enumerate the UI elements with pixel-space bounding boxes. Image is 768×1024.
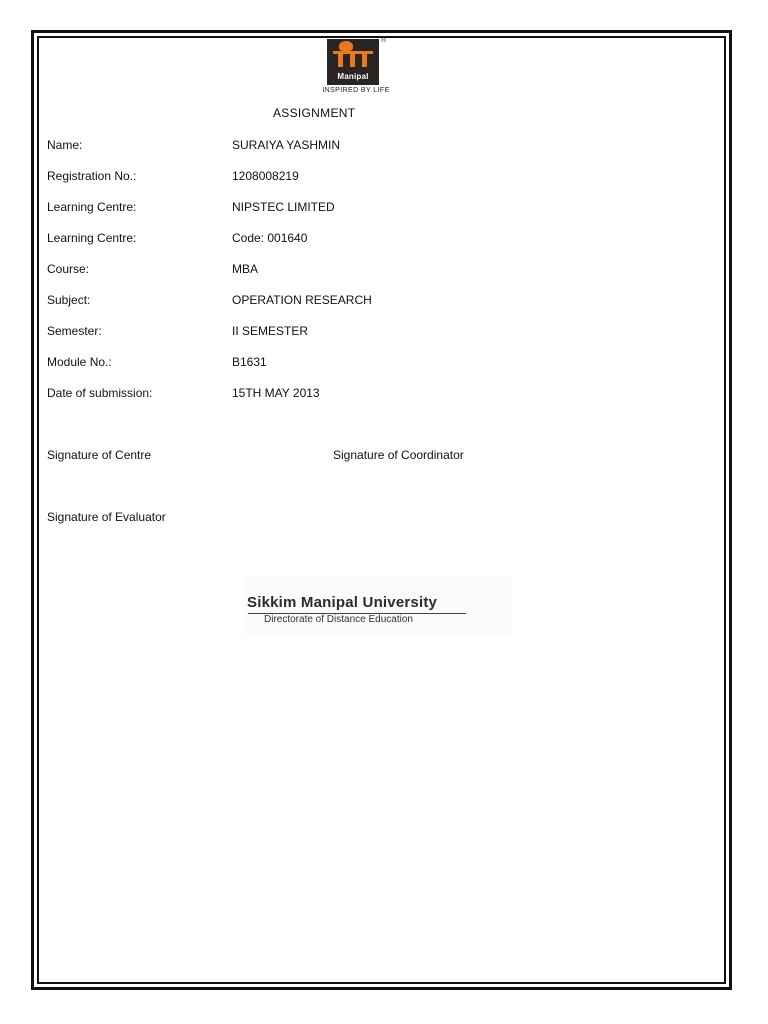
detail-value-registration: 1208008219 xyxy=(232,169,299,183)
manipal-wordmark: Manipal xyxy=(337,72,369,81)
signature-centre: Signature of Centre xyxy=(47,448,152,462)
logo-tagline: INSPIRED BY LIFE xyxy=(322,87,390,94)
detail-value-semester: II SEMESTER xyxy=(232,324,309,338)
detail-value-submission-date: 15TH MAY 2013 xyxy=(232,386,320,400)
registered-mark: ® xyxy=(381,37,387,44)
detail-value-course: MBA xyxy=(232,262,259,276)
detail-label-subject: Subject: xyxy=(47,293,91,307)
detail-label-submission-date: Date of submission: xyxy=(47,386,153,400)
detail-label-learning-centre: Learning Centre: xyxy=(47,200,137,214)
detail-label-name: Name: xyxy=(47,138,83,152)
detail-value-name: SURAIYA YASHMIN xyxy=(232,138,341,152)
signature-coordinator: Signature of Coordinator xyxy=(333,448,464,462)
smu-name: Sikkim Manipal University xyxy=(247,594,438,611)
detail-label-learning-centre-code: Learning Centre: xyxy=(47,231,137,245)
detail-value-learning-centre-code: Code: 001640 xyxy=(232,231,308,245)
signature-evaluator: Signature of Evaluator xyxy=(47,510,166,524)
page-title: ASSIGNMENT xyxy=(273,106,356,120)
pillars-icon xyxy=(332,50,374,68)
manipal-logo-box xyxy=(327,39,379,85)
detail-label-registration: Registration No.: xyxy=(47,169,137,183)
detail-value-subject: OPERATION RESEARCH xyxy=(232,293,372,307)
smu-logo xyxy=(244,576,512,636)
detail-label-course: Course: xyxy=(47,262,90,276)
detail-label-semester: Semester: xyxy=(47,324,102,338)
detail-value-learning-centre: NIPSTEC LIMITED xyxy=(232,200,335,214)
detail-value-module: B1631 xyxy=(232,355,267,369)
smu-directorate: Directorate of Distance Education xyxy=(264,614,413,625)
detail-label-module: Module No.: xyxy=(47,355,112,369)
manipal-logo xyxy=(321,39,391,97)
